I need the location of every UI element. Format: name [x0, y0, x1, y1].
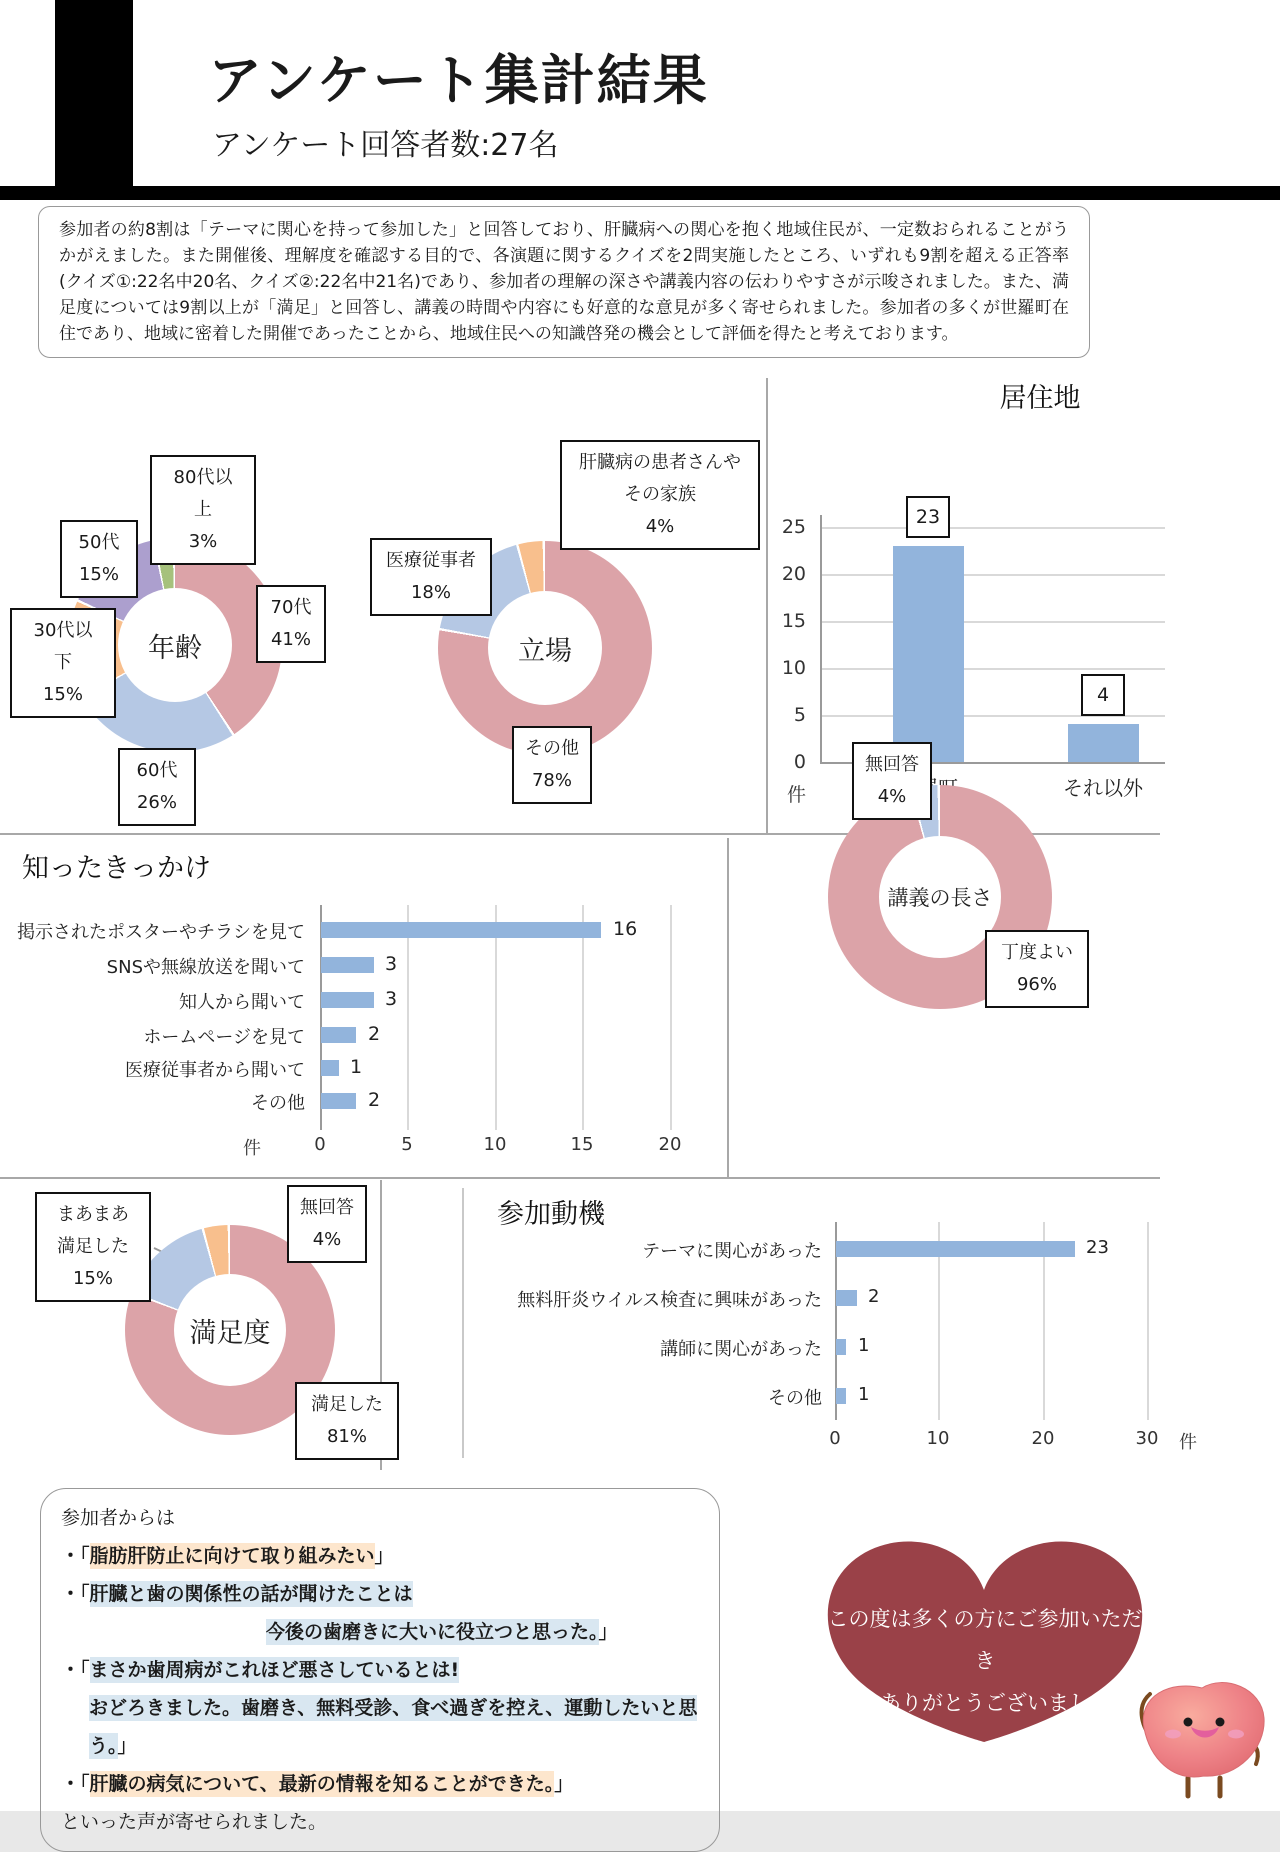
satisfaction-label-somewhat: まあまあ満足した 15%: [35, 1192, 151, 1302]
residence-y-axis: [820, 515, 822, 762]
header-black-bar: [0, 186, 1280, 200]
category-sns: SNSや無線放送を聞いて: [106, 957, 305, 978]
category-friend: 知人から聞いて: [179, 992, 305, 1013]
value-box-other-area: 4: [1081, 674, 1125, 716]
category-free-test: 無料肝炎ウイルス検査に興味があった: [517, 1290, 822, 1311]
x-axis-unit: 件: [243, 1138, 261, 1159]
satisfaction-label-satisfied: 満足した 81%: [295, 1382, 399, 1460]
page-subtitle: アンケート回答者数:27名: [212, 128, 559, 163]
motivation-chart-title: 参加動機: [497, 1199, 605, 1230]
x-tick: 20: [658, 1134, 682, 1155]
hbar: [836, 1241, 1075, 1257]
value-label: 23: [1086, 1237, 1109, 1258]
motivation-chart-border: [462, 1188, 464, 1458]
age-label-70s: 70代 41%: [256, 585, 326, 663]
position-label-other: その他 78%: [512, 726, 592, 804]
x-tick: 0: [829, 1428, 841, 1449]
value-label: 2: [368, 1023, 381, 1045]
y-tick: 20: [781, 563, 806, 585]
value-label: 3: [385, 953, 398, 975]
gridline: [495, 905, 497, 1130]
value-label: 16: [613, 918, 638, 940]
category-homepage: ホームページを見て: [143, 1027, 305, 1048]
x-tick: 0: [314, 1134, 326, 1155]
x-tick: 30: [1135, 1428, 1159, 1449]
category-medical-worker: 医療従事者から聞いて: [125, 1060, 305, 1081]
value-box-seracho: 23: [906, 496, 950, 538]
comments-intro: 参加者からは: [61, 1507, 176, 1529]
separator-h2: [0, 1177, 1160, 1179]
header-black-column: [55, 0, 133, 200]
x-tick: 15: [570, 1134, 594, 1155]
y-axis-unit: 件: [786, 784, 806, 806]
gridline: [820, 527, 1165, 529]
gridline: [820, 574, 1165, 576]
hbar: [836, 1339, 846, 1355]
hbar: [321, 957, 374, 973]
summary-text: 参加者の約8割は「テーマに関心を持って参加した」と回答しており、肝臓病への関心を抱く地域住民が、一定数おられることがうかがえました。また開催後、理解度を確認する目的で、各演題に関するクイズを2問実施したところ、いずれも9割を超える正答率(クイズ①:22名中20名、クイズ②:22名中21名)であり、参加者の理解の深さや講義内容の伝わりやすさが示唆されました。また、満足度については9割以上が「満足」と回答し、講義の時間や内容にも好意的な意見が多く寄せられました。参加者の多くが世羅町在住であり、地域に密着した開催であったことから、地域住民への知識啓発の機会として評価を得たと考えております。: [59, 220, 1069, 344]
x-tick: 5: [401, 1134, 413, 1155]
y-tick: 0: [793, 751, 806, 773]
value-label: 3: [385, 988, 398, 1010]
satisfaction-label-noanswer: 無回答 4%: [287, 1185, 367, 1263]
value-label: 2: [368, 1089, 381, 1111]
value-label: 2: [868, 1286, 880, 1307]
liver-mascot: [1136, 1664, 1276, 1808]
y-tick: 10: [781, 657, 806, 679]
x-tick: 20: [1031, 1428, 1055, 1449]
gridline: [820, 621, 1165, 623]
gridline: [820, 668, 1165, 670]
comments-outro: といった声が寄せられました。: [61, 1811, 328, 1833]
summary-box: [38, 206, 1090, 358]
lecture-label-justright: 丁度よい 96%: [985, 930, 1089, 1008]
gridline: [582, 905, 584, 1130]
hbar: [321, 1027, 356, 1043]
hbar: [836, 1388, 846, 1404]
age-label-80plus: 80代以上 3%: [150, 455, 256, 565]
age-label-60s: 60代 26%: [118, 748, 196, 826]
lecture-label-noanswer: 無回答 4%: [852, 742, 932, 820]
category-lecturer-interest: 講師に関心があった: [660, 1339, 822, 1360]
value-label: 1: [858, 1384, 870, 1405]
gridline: [670, 905, 672, 1130]
x-tick: 10: [926, 1428, 950, 1449]
x-tick: 10: [483, 1134, 507, 1155]
value-label: 1: [858, 1335, 870, 1356]
hbar: [321, 1093, 356, 1109]
gridline: [407, 905, 409, 1130]
category-poster: 掲示されたポスターやチラシを見て: [17, 922, 305, 943]
satisfaction-chart-title: 満足度: [189, 1317, 271, 1349]
category-motivation-other: その他: [768, 1388, 822, 1409]
bar-other-area: [1068, 724, 1139, 762]
comment-line: おどろきました。歯磨き、無料受診、食べ過ぎを控え、運動したいと思う。」: [89, 1697, 698, 1757]
y-tick: 15: [781, 610, 806, 632]
position-label-patient: 肝臓病の患者さんやその家族 4%: [560, 440, 760, 550]
source-chart-title: 知ったきっかけ: [22, 853, 211, 884]
thanks-message: この度は多くの方にご参加いただき 誠にありがとうございました。: [827, 1607, 1143, 1715]
comment-line: ・「肝臓と歯の関係性の話が聞けたことは: [61, 1583, 413, 1605]
page-title: アンケート集計結果: [208, 49, 709, 112]
age-label-50s: 50代 15%: [60, 520, 138, 598]
comments-box: [40, 1488, 720, 1852]
comment-line: ・「まさか歯周病がこれほど悪さしているとは!: [61, 1659, 460, 1681]
lecture-length-chart-title: 講義の長さ: [887, 886, 993, 910]
hbar: [321, 1060, 339, 1076]
hbar: [321, 922, 601, 938]
separator-row2: [727, 838, 729, 1177]
comment-line: 今後の歯磨きに大いに役立つと思った。」: [266, 1621, 618, 1643]
hbar: [321, 992, 374, 1008]
hbar: [836, 1290, 857, 1306]
bar-seracho: [893, 546, 964, 762]
x-axis-unit: 件: [1179, 1432, 1197, 1453]
comment-line: ・「脂肪肝防止に向けて取り組みたい」: [61, 1545, 394, 1567]
comment-line: ・「肝臓の病気について、最新の情報を知ることができた。」: [61, 1773, 574, 1795]
position-chart-title: 立場: [518, 635, 572, 667]
position-label-medical: 医療従事者 18%: [370, 538, 492, 616]
category-source-other: その他: [251, 1093, 305, 1114]
category-theme-interest: テーマに関心があった: [642, 1241, 822, 1262]
liver-character-icon: [1136, 1664, 1276, 1808]
y-tick: 5: [793, 704, 806, 726]
gridline: [1147, 1222, 1149, 1420]
age-chart-title: 年齢: [148, 632, 202, 664]
y-tick: 25: [781, 516, 806, 538]
value-label: 1: [350, 1056, 363, 1078]
category-other-area: それ以外: [1063, 776, 1143, 800]
residence-chart-title: 居住地: [999, 383, 1081, 414]
age-label-30under: 30代以下 15%: [10, 608, 116, 718]
